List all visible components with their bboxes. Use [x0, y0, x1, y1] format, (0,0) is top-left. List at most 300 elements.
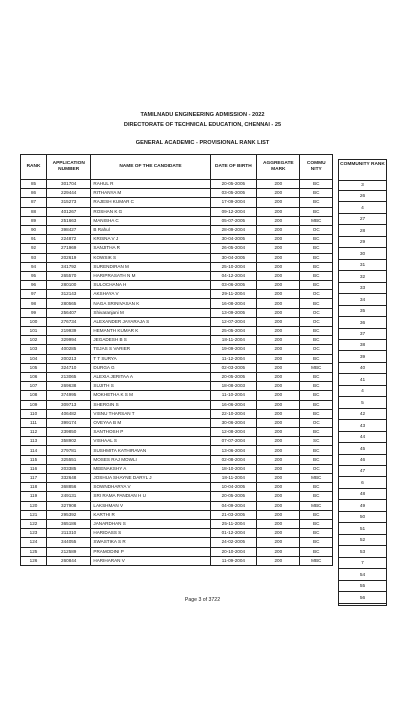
candidate-name-cell: MOKHETHA K S M — [91, 391, 210, 400]
application-number-cell: 374995 — [47, 391, 91, 400]
rank-cell: 114 — [21, 446, 47, 455]
application-number-cell: 276734 — [47, 317, 91, 326]
community-cell: OC — [300, 317, 333, 326]
table-row — [21, 437, 333, 446]
rank-cell: 116 — [21, 464, 47, 473]
rank-cell: 103 — [21, 345, 47, 354]
community-rank-cell: 32 — [339, 273, 386, 283]
application-number-cell: 324710 — [47, 363, 91, 372]
rank-cell: 87 — [21, 198, 47, 207]
community-rank-cell: 7 — [339, 559, 386, 569]
dob-cell: 04-09-2004 — [210, 501, 257, 510]
rank-cell: 107 — [21, 382, 47, 391]
mark-cell: 200 — [257, 207, 300, 216]
candidate-name-cell: SOWNDHARYA V — [91, 483, 210, 492]
table-row — [21, 409, 333, 418]
community-cell: BC — [300, 244, 333, 253]
table-row — [21, 363, 333, 372]
community-cell: BC — [300, 446, 333, 455]
application-number-cell: 256407 — [47, 308, 91, 317]
candidate-name-cell: SANTHOSH P — [91, 428, 210, 437]
rank-cell: 96 — [21, 281, 47, 290]
rank-cell: 120 — [21, 501, 47, 510]
community-cell: MBC — [300, 556, 333, 565]
mark-cell: 200 — [257, 428, 300, 437]
rank-cell: 119 — [21, 492, 47, 501]
mark-cell: 200 — [257, 262, 300, 271]
candidate-name-cell: VISHAAL S — [91, 437, 210, 446]
community-rank-cell: 42 — [339, 410, 386, 420]
community-cell: MBC — [300, 216, 333, 225]
mark-cell: 200 — [257, 336, 300, 345]
dob-cell: 16-08-2004 — [210, 299, 257, 308]
mark-cell: 200 — [257, 501, 300, 510]
mark-cell: 200 — [257, 327, 300, 336]
community-cell: OC — [300, 345, 333, 354]
candidate-name-cell: HEMANTH KUMAR K — [91, 327, 210, 336]
dob-cell: 25-05-2004 — [210, 327, 257, 336]
community-cell: BC — [300, 271, 333, 280]
community-rank-cell: 34 — [339, 296, 386, 306]
application-number-cell: 332648 — [47, 474, 91, 483]
mark-cell: 200 — [257, 391, 300, 400]
community-cell: BC — [300, 428, 333, 437]
community-cell: BC — [300, 492, 333, 501]
community-rank-cell: 53 — [339, 548, 386, 558]
table-row — [21, 529, 333, 538]
col-community: COMMU NITY — [300, 155, 333, 180]
table-row — [21, 336, 333, 345]
community-rank-cell: 40 — [339, 364, 386, 374]
table-row — [21, 216, 333, 225]
table-row — [21, 207, 333, 216]
table-row — [21, 538, 333, 547]
mark-cell: 200 — [257, 180, 300, 189]
table-row — [21, 198, 333, 207]
community-cell: BC — [300, 455, 333, 464]
candidate-name-cell: KARTHI R — [91, 510, 210, 519]
community-rank-cell: 4 — [339, 204, 386, 214]
candidate-name-cell: RAHUL R — [91, 180, 210, 189]
candidate-name-cell: JEGADESH B S — [91, 336, 210, 345]
application-number-cell: 358902 — [47, 437, 91, 446]
col-application-number: APPLICATION NUMBER — [47, 155, 91, 180]
mark-cell: 200 — [257, 474, 300, 483]
col-aggregate-mark: AGGREGATE MARK — [257, 155, 300, 180]
community-cell: SC — [300, 437, 333, 446]
table-row — [21, 428, 333, 437]
community-cell: MBC — [300, 474, 333, 483]
dob-cell: 25-10-2004 — [210, 262, 257, 271]
application-number-cell: 229444 — [47, 189, 91, 198]
application-number-cell: 295392 — [47, 510, 91, 519]
candidate-name-cell: SURENDIRAN M — [91, 262, 210, 271]
dob-cell: 05-07-2005 — [210, 216, 257, 225]
dob-cell: 09-12-2004 — [210, 207, 257, 216]
candidate-name-cell: JOSHUA SHAYNE DARYL J — [91, 474, 210, 483]
application-number-cell: 219939 — [47, 327, 91, 336]
rank-cell: 90 — [21, 225, 47, 234]
table-row — [21, 391, 333, 400]
rank-cell: 112 — [21, 428, 47, 437]
dob-cell: 11-10-2004 — [210, 391, 257, 400]
application-number-cell: 399174 — [47, 418, 91, 427]
application-number-cell: 211310 — [47, 529, 91, 538]
rank-cell: 125 — [21, 547, 47, 556]
community-cell: BC — [300, 253, 333, 262]
dob-cell: 17-09-2004 — [210, 198, 257, 207]
candidate-name-cell: MEENAKSHY A — [91, 464, 210, 473]
community-cell: BC — [300, 235, 333, 244]
table-row — [21, 262, 333, 271]
candidate-name-cell: LAKSHMAN V — [91, 501, 210, 510]
community-cell: BC — [300, 207, 333, 216]
table-row — [21, 271, 333, 280]
community-rank-cell: 27 — [339, 215, 386, 225]
community-cell: OC — [300, 464, 333, 473]
rank-cell: 121 — [21, 510, 47, 519]
rank-cell: 126 — [21, 556, 47, 565]
rank-cell: 105 — [21, 363, 47, 372]
community-cell: BC — [300, 382, 333, 391]
dob-cell: 11-09-2004 — [210, 556, 257, 565]
candidate-name-cell: HARIHARAN V — [91, 556, 210, 565]
rank-cell: 89 — [21, 216, 47, 225]
community-rank-cell: 6 — [339, 479, 386, 489]
dob-cell: 11-12-2004 — [210, 354, 257, 363]
page-number: Page 3 of 3722 — [184, 597, 221, 603]
application-number-cell: 203385 — [47, 464, 91, 473]
application-number-cell: 400285 — [47, 345, 91, 354]
rank-cell: 94 — [21, 262, 47, 271]
table-row — [21, 345, 333, 354]
rank-cell: 108 — [21, 391, 47, 400]
candidate-name-cell: SUJITH S — [91, 382, 210, 391]
candidate-name-cell: RITHANYA M — [91, 189, 210, 198]
dob-cell: 03-06-2005 — [210, 281, 257, 290]
dob-cell: 30-06-2004 — [210, 418, 257, 427]
community-cell: BC — [300, 189, 333, 198]
application-number-cell: 401267 — [47, 207, 91, 216]
candidate-name-cell: AKSHAYA V — [91, 290, 210, 299]
community-cell: MBC — [300, 501, 333, 510]
dob-cell: 24-02-2005 — [210, 538, 257, 547]
table-header-row — [21, 155, 333, 180]
application-number-cell: 406482 — [47, 409, 91, 418]
rank-cell: 115 — [21, 455, 47, 464]
rank-cell: 104 — [21, 354, 47, 363]
table-row — [21, 327, 333, 336]
dob-cell: 20-05-2005 — [210, 372, 257, 381]
table-row — [21, 299, 333, 308]
candidate-name-cell: ALEXANDER JAYARAJA S — [91, 317, 210, 326]
community-rank-cell: 52 — [339, 536, 386, 546]
community-rank-cell: 45 — [339, 445, 386, 455]
candidate-name-cell: PRAMODINI P — [91, 547, 210, 556]
candidate-name-cell: RAJESH KUMAR C — [91, 198, 210, 207]
community-cell: BC — [300, 409, 333, 418]
candidate-name-cell: OVEYAA B M — [91, 418, 210, 427]
candidate-name-cell: TEJAS S VARIER — [91, 345, 210, 354]
candidate-name-cell: MANISHA C — [91, 216, 210, 225]
table-row — [21, 180, 333, 189]
rank-cell: 86 — [21, 189, 47, 198]
table-row — [21, 501, 333, 510]
application-number-cell: 309713 — [47, 400, 91, 409]
dob-cell: 13-09-2005 — [210, 308, 257, 317]
community-rank-cell: 28 — [339, 227, 386, 237]
application-number-cell: 249131 — [47, 492, 91, 501]
table-row — [21, 455, 333, 464]
col-candidate-name: NAME OF THE CANDIDATE — [91, 155, 210, 180]
community-rank-cell: 56 — [339, 594, 386, 604]
rank-cell: 123 — [21, 529, 47, 538]
candidate-name-cell: SANJITHA R — [91, 244, 210, 253]
admission-title: TAMILNADU ENGINEERING ADMISSION - 2022 — [140, 112, 265, 118]
mark-cell: 200 — [257, 308, 300, 317]
community-rank-cell: 51 — [339, 525, 386, 535]
dob-cell: 30-04-2005 — [210, 235, 257, 244]
rank-list-title: GENERAL ACADEMIC - PROVISIONAL RANK LIST — [135, 140, 270, 146]
candidate-name-cell: SUSHMITA KATHIRAVAN — [91, 446, 210, 455]
dob-cell: 30-04-2005 — [210, 253, 257, 262]
rank-cell: 100 — [21, 317, 47, 326]
community-cell: BC — [300, 262, 333, 271]
table-row — [21, 418, 333, 427]
mark-cell: 200 — [257, 317, 300, 326]
community-cell: OC — [300, 290, 333, 299]
rank-cell: 110 — [21, 409, 47, 418]
community-rank-cell: 4 — [339, 387, 386, 397]
candidate-name-cell: KRISNA V J — [91, 235, 210, 244]
community-cell: BC — [300, 400, 333, 409]
dob-cell: 03-05-2005 — [210, 189, 257, 198]
dob-cell: 18-08-2003 — [210, 382, 257, 391]
mark-cell: 200 — [257, 216, 300, 225]
dob-cell: 26-05-2004 — [210, 244, 257, 253]
table-row — [21, 382, 333, 391]
dob-cell: 22-10-2004 — [210, 409, 257, 418]
table-row — [21, 547, 333, 556]
mark-cell: 200 — [257, 225, 300, 234]
community-rank-cell: 55 — [339, 582, 386, 592]
community-rank-cell: 36 — [339, 319, 386, 329]
community-cell: BC — [300, 180, 333, 189]
community-rank-cell: 30 — [339, 250, 386, 260]
mark-cell: 200 — [257, 409, 300, 418]
dob-cell: 16-06-2004 — [210, 400, 257, 409]
community-rank-cell: 46 — [339, 456, 386, 466]
mark-cell: 200 — [257, 437, 300, 446]
community-rank-cell: 54 — [339, 571, 386, 581]
community-rank-cell: 5 — [339, 399, 386, 409]
application-number-cell: 325551 — [47, 455, 91, 464]
dob-cell: 07-07-2004 — [210, 437, 257, 446]
application-number-cell: 280565 — [47, 299, 91, 308]
application-number-cell: 301704 — [47, 180, 91, 189]
community-rank-column — [338, 159, 387, 606]
rank-cell: 102 — [21, 336, 47, 345]
table-row — [21, 556, 333, 565]
dob-cell: 20-10-2004 — [210, 547, 257, 556]
mark-cell: 200 — [257, 510, 300, 519]
mark-cell: 200 — [257, 299, 300, 308]
mark-cell: 200 — [257, 538, 300, 547]
application-number-cell: 239850 — [47, 428, 91, 437]
application-number-cell: 224872 — [47, 235, 91, 244]
dob-cell: 28-09-2004 — [210, 225, 257, 234]
community-rank-cell: 31 — [339, 261, 386, 271]
dob-cell: 02-03-2005 — [210, 363, 257, 372]
rank-cell: 91 — [21, 235, 47, 244]
community-cell: BC — [300, 299, 333, 308]
community-cell: BC — [300, 538, 333, 547]
table-row — [21, 400, 333, 409]
candidate-name-cell: HARIPRASATH N M — [91, 271, 210, 280]
community-cell: BC — [300, 510, 333, 519]
community-cell: BC — [300, 354, 333, 363]
table-row — [21, 290, 333, 299]
community-cell: OC — [300, 225, 333, 234]
dob-cell: 04-12-2004 — [210, 271, 257, 280]
application-number-cell: 202619 — [47, 253, 91, 262]
community-rank-cell: 38 — [339, 341, 386, 351]
candidate-name-cell: MOSES RAJ MOWLI — [91, 455, 210, 464]
mark-cell: 200 — [257, 189, 300, 198]
table-row — [21, 317, 333, 326]
rank-cell: 97 — [21, 290, 47, 299]
community-rank-header: COMMUNITY RANK — [339, 160, 386, 181]
candidate-name-cell: Shivaranjani M — [91, 308, 210, 317]
community-cell: BC — [300, 391, 333, 400]
application-number-cell: 329994 — [47, 336, 91, 345]
table-row — [21, 474, 333, 483]
mark-cell: 200 — [257, 235, 300, 244]
table-row — [21, 354, 333, 363]
rank-cell: 109 — [21, 400, 47, 409]
application-number-cell: 280100 — [47, 281, 91, 290]
community-cell: BC — [300, 327, 333, 336]
mark-cell: 200 — [257, 345, 300, 354]
mark-cell: 200 — [257, 363, 300, 372]
col-rank: RANK — [21, 155, 47, 180]
dob-cell: 18-11-2004 — [210, 336, 257, 345]
dob-cell: 12-08-2004 — [210, 428, 257, 437]
mark-cell: 200 — [257, 290, 300, 299]
table-row — [21, 519, 333, 528]
community-cell: BC — [300, 198, 333, 207]
dob-cell: 10-04-2005 — [210, 483, 257, 492]
table-row — [21, 464, 333, 473]
dob-cell: 29-11-2004 — [210, 290, 257, 299]
table-row — [21, 189, 333, 198]
application-number-cell: 279781 — [47, 446, 91, 455]
dob-cell: 01-12-2004 — [210, 529, 257, 538]
mark-cell: 200 — [257, 354, 300, 363]
rank-cell: 98 — [21, 299, 47, 308]
dob-cell: 20-05-2005 — [210, 492, 257, 501]
community-rank-cell: 39 — [339, 353, 386, 363]
mark-cell: 200 — [257, 455, 300, 464]
candidate-name-cell: SULOCHANA H — [91, 281, 210, 290]
table-row — [21, 225, 333, 234]
application-number-cell: 315273 — [47, 198, 91, 207]
candidate-name-cell: ALEXIA JERITAA A — [91, 372, 210, 381]
rank-cell: 111 — [21, 418, 47, 427]
community-rank-cell: 43 — [339, 422, 386, 432]
rank-cell: 113 — [21, 437, 47, 446]
rank-cell: 122 — [21, 519, 47, 528]
mark-cell: 200 — [257, 281, 300, 290]
rank-cell: 95 — [21, 271, 47, 280]
table-row — [21, 446, 333, 455]
col-date-of-birth: DATE OF BIRTH — [210, 155, 257, 180]
rank-cell: 85 — [21, 180, 47, 189]
rank-table — [20, 154, 333, 566]
mark-cell: 200 — [257, 464, 300, 473]
application-number-cell: 368856 — [47, 483, 91, 492]
table-row — [21, 492, 333, 501]
table-row — [21, 308, 333, 317]
dob-cell: 18-10-2004 — [210, 464, 257, 473]
table-row — [21, 372, 333, 381]
community-rank-cell: 41 — [339, 376, 386, 386]
application-number-cell: 327908 — [47, 501, 91, 510]
community-cell: BC — [300, 336, 333, 345]
dob-cell: 12-07-2004 — [210, 317, 257, 326]
community-rank-cell: 35 — [339, 307, 386, 317]
community-cell: BC — [300, 547, 333, 556]
table-row — [21, 244, 333, 253]
dob-cell: 21-03-2005 — [210, 510, 257, 519]
directorate-title: DIRECTORATE OF TECHNICAL EDUCATION, CHENNAI - 25 — [123, 122, 282, 128]
mark-cell: 200 — [257, 492, 300, 501]
application-number-cell: 365186 — [47, 519, 91, 528]
dob-cell: 13-06-2004 — [210, 446, 257, 455]
rank-cell: 92 — [21, 244, 47, 253]
dob-cell: 19-09-2004 — [210, 345, 257, 354]
mark-cell: 200 — [257, 529, 300, 538]
table-row — [21, 253, 333, 262]
application-number-cell: 398427 — [47, 225, 91, 234]
mark-cell: 200 — [257, 372, 300, 381]
community-cell: BC — [300, 483, 333, 492]
mark-cell: 200 — [257, 418, 300, 427]
mark-cell: 200 — [257, 446, 300, 455]
mark-cell: 200 — [257, 483, 300, 492]
mark-cell: 200 — [257, 400, 300, 409]
candidate-name-cell: KOWSIK S — [91, 253, 210, 262]
rank-cell: 118 — [21, 483, 47, 492]
application-number-cell: 344055 — [47, 538, 91, 547]
table-row — [21, 483, 333, 492]
community-rank-cell: 33 — [339, 284, 386, 294]
candidate-name-cell: SRI RAMA PANDIAN H U — [91, 492, 210, 501]
application-number-cell: 251663 — [47, 216, 91, 225]
dob-cell: 18-11-2004 — [210, 474, 257, 483]
dob-cell: 02-08-2004 — [210, 455, 257, 464]
candidate-name-cell: SHERGIN S — [91, 400, 210, 409]
candidate-name-cell: B Rahul — [91, 225, 210, 234]
community-cell: OC — [300, 308, 333, 317]
community-rank-cell: 44 — [339, 433, 386, 443]
community-rank-cell: 50 — [339, 513, 386, 523]
community-rank-cell: 29 — [339, 238, 386, 248]
rank-cell: 117 — [21, 474, 47, 483]
rank-cell: 101 — [21, 327, 47, 336]
community-rank-cell: 49 — [339, 502, 386, 512]
community-cell: OC — [300, 418, 333, 427]
